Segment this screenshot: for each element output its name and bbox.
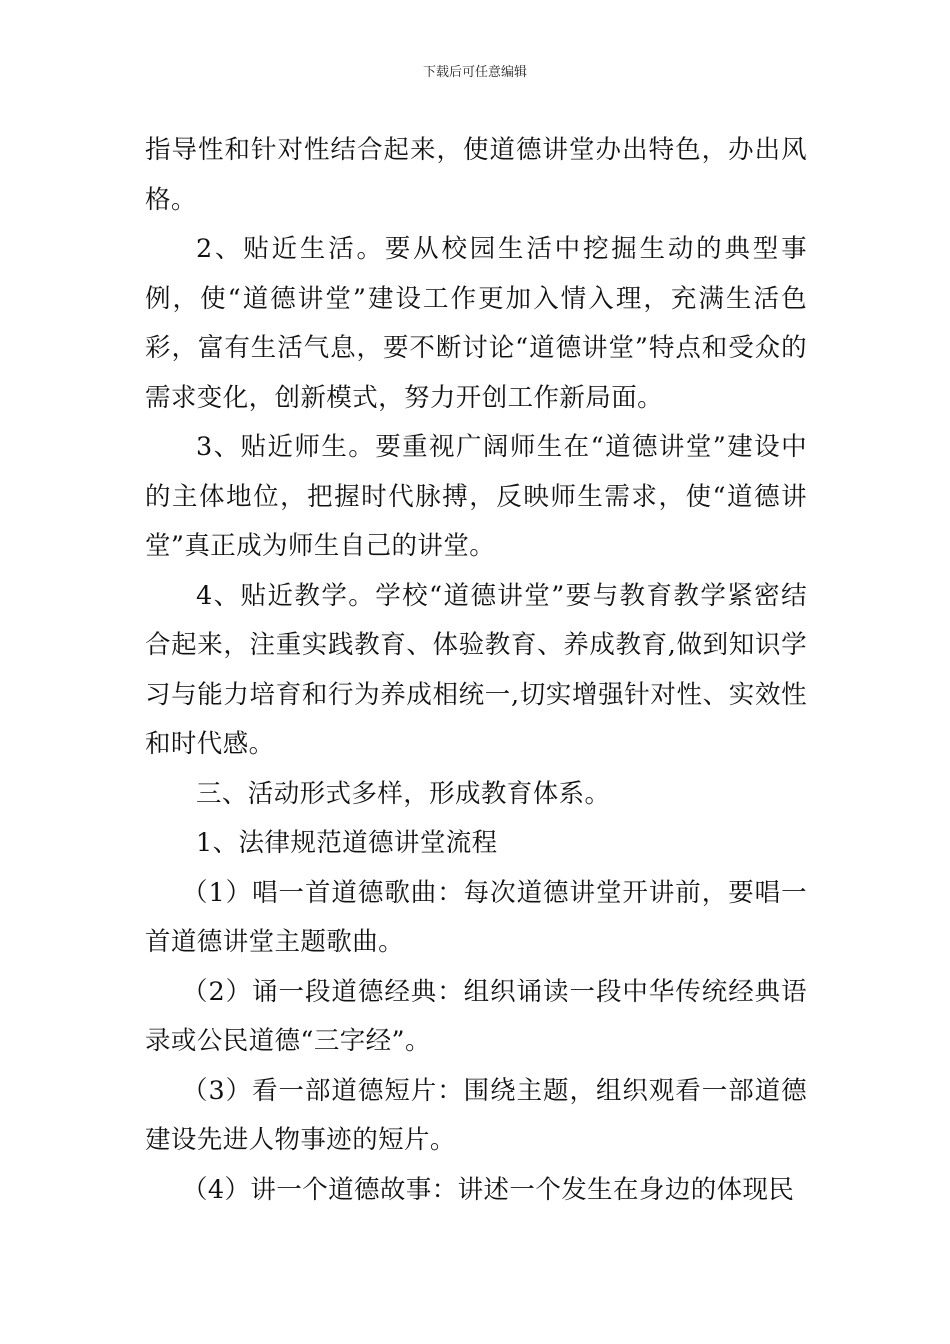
page-header-note: 下载后可任意编辑 bbox=[422, 65, 527, 80]
document-body bbox=[145, 126, 807, 1215]
paragraph-1: 指导性和针对性结合起来，使道德讲堂办出特色，办出风格。 bbox=[145, 135, 807, 215]
subsection-heading-1: 1、法律规范道德讲堂流程 bbox=[196, 828, 498, 858]
paragraph-4: 4、贴近教学。学校“道德讲堂”要与教育教学紧密结合起来，注重实践教育、体验教育、养成教育,做到知识学习与能力培育和行为养成相统一,切实增强针对性、实效性和时代感。 bbox=[145, 580, 807, 759]
paragraph-3: 3、贴近师生。要重视广阔师生在“道德讲堂”建设中的主体地位，把握时代脉搏，反映师生需求，使“道德讲堂”真正成为师生自己的讲堂。 bbox=[145, 432, 807, 561]
paragraph-2: 2、贴近生活。要从校园生活中挖掘生动的典型事例，使“道德讲堂”建设工作更加入情入理，充满生活色彩，富有生活气息，要不断讨论“道德讲堂”特点和受众的需求变化，创新模式，努力开创工作新局面。 bbox=[145, 234, 807, 413]
list-item-1: （1）唱一首道德歌曲：每次道德讲堂开讲前，要唱一首道德讲堂主题歌曲。 bbox=[145, 877, 807, 957]
section-heading-3: 三、活动形式多样，形成教育体系。 bbox=[196, 778, 611, 809]
list-item-2: （2）诵一段道德经典：组织诵读一段中华传统经典语录或公民道德“三字经”。 bbox=[145, 976, 807, 1056]
list-item-3: （3）看一部道德短片：围绕主题，组织观看一部道德建设先进人物事迹的短片。 bbox=[145, 1075, 807, 1155]
list-item-4: （4）讲一个道德故事：讲述一个发生在身边的体现民 bbox=[182, 1174, 795, 1205]
